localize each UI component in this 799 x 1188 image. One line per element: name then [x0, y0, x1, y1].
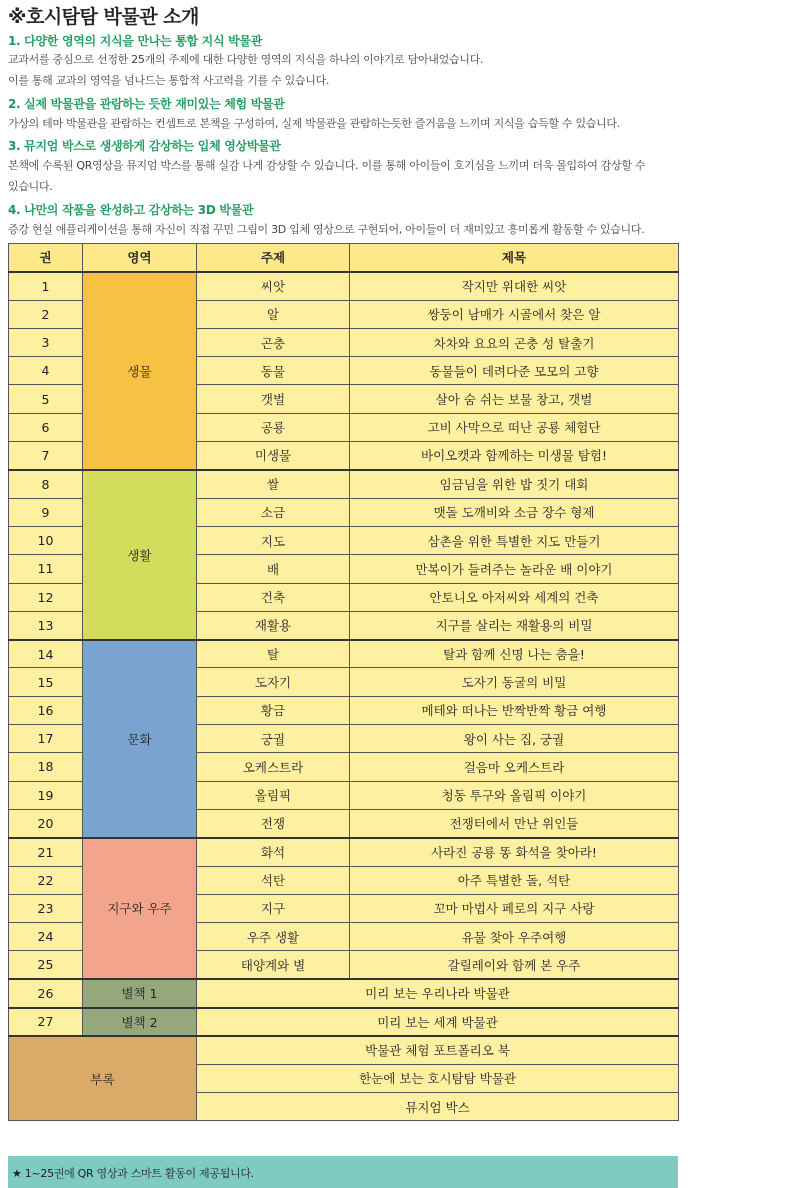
volume-cell: 3	[9, 328, 83, 356]
topic-cell: 알	[197, 300, 350, 328]
volume-cell: 20	[9, 809, 83, 837]
title-cell: 미리 보는 세계 박물관	[197, 1008, 679, 1036]
volume-cell: 25	[9, 951, 83, 979]
section-body-3	[8, 155, 778, 197]
topic-cell: 씨앗	[197, 272, 350, 300]
topic-cell: 재활용	[197, 611, 350, 639]
title-cell: 아주 특별한 돌, 석탄	[350, 866, 679, 894]
volume-cell: 27	[9, 1008, 83, 1036]
title-cell: 살아 숨 쉬는 보물 창고, 갯벌	[350, 385, 679, 413]
title-cell: 미리 보는 우리나라 박물관	[197, 979, 679, 1007]
title-cell: 탈과 함께 신명 나는 춤을!	[350, 640, 679, 668]
title-cell: 맷돌 도깨비와 소금 장수 형제	[350, 498, 679, 526]
volume-cell: 22	[9, 866, 83, 894]
title-cell: 쌍둥이 남매가 시골에서 찾은 알	[350, 300, 679, 328]
topic-cell: 배	[197, 555, 350, 583]
volume-cell: 7	[9, 442, 83, 470]
volume-cell: 21	[9, 838, 83, 866]
title-cell: 유물 찾아 우주여행	[350, 923, 679, 951]
table-row	[9, 1036, 679, 1064]
title-cell: 임금님을 위한 밥 짓기 대회	[350, 470, 679, 498]
table-row	[9, 640, 679, 668]
title-cell: 청동 투구와 올림픽 이야기	[350, 781, 679, 809]
volume-cell: 10	[9, 526, 83, 554]
topic-cell: 화석	[197, 838, 350, 866]
title-cell: 왕이 사는 집, 궁궐	[350, 725, 679, 753]
topic-cell: 오케스트라	[197, 753, 350, 781]
volume-cell: 1	[9, 272, 83, 300]
title-cell: 메테와 떠나는 반짝반짝 황금 여행	[350, 696, 679, 724]
book-list-table	[8, 243, 679, 1121]
title-cell: 작지만 위대한 씨앗	[350, 272, 679, 300]
volume-cell: 18	[9, 753, 83, 781]
section-heading-4: 4. 나만의 작품을 완성하고 감상하는 3D 박물관	[8, 203, 254, 217]
section-heading-1: 1. 다양한 영역의 지식을 만나는 통합 지식 박물관	[8, 34, 263, 48]
header-title: 제목	[350, 244, 679, 272]
section-heading-2: 2. 실제 박물관을 관람하는 듯한 재미있는 체험 박물관	[8, 97, 285, 111]
header-area: 영역	[83, 244, 197, 272]
volume-cell: 6	[9, 413, 83, 441]
area-cell: 별책 1	[83, 979, 197, 1007]
table-header-row	[9, 244, 679, 272]
volume-cell: 5	[9, 385, 83, 413]
title-cell: 전쟁터에서 만난 위인들	[350, 809, 679, 837]
title-cell: 차차와 요요의 곤충 성 탈출기	[350, 328, 679, 356]
title-cell: 바이오캣과 함께하는 미생물 탐험!	[350, 442, 679, 470]
topic-cell: 소금	[197, 498, 350, 526]
section-body-2	[8, 113, 778, 134]
topic-cell: 황금	[197, 696, 350, 724]
area-cell: 생물	[83, 272, 197, 470]
title-cell: 도자기 동굴의 비밀	[350, 668, 679, 696]
volume-cell: 26	[9, 979, 83, 1007]
title-cell: 걸음마 오케스트라	[350, 753, 679, 781]
volume-cell: 19	[9, 781, 83, 809]
appendix-item-cell: 한눈에 보는 호시탐탐 박물관	[197, 1064, 679, 1092]
page-title: ※호시탐탐 박물관 소개	[8, 6, 199, 28]
topic-cell: 올림픽	[197, 781, 350, 809]
topic-cell: 갯벌	[197, 385, 350, 413]
volume-cell: 12	[9, 583, 83, 611]
table-row	[9, 272, 679, 300]
title-cell: 지구를 살리는 재활용의 비밀	[350, 611, 679, 639]
section-line: 본책에 수록된 QR영상을 뮤지엄 박스를 통해 실감 나게 감상할 수 있습니다. 이를 통해 아이들이 호기심을 느끼며 더욱 몰입하여 감상할 수	[8, 159, 646, 172]
volume-cell: 13	[9, 611, 83, 639]
area-cell: 별책 2	[83, 1008, 197, 1036]
volume-cell: 4	[9, 357, 83, 385]
section-line: 교과서를 중심으로 선정한 25개의 주제에 대한 다양한 영역의 지식을 하나의 이야기로 담아내었습니다.	[8, 53, 484, 66]
volume-cell: 8	[9, 470, 83, 498]
appendix-label-cell: 부록	[9, 1036, 197, 1121]
title-cell: 동물들이 데려다준 모모의 고향	[350, 357, 679, 385]
volume-cell: 16	[9, 696, 83, 724]
header-topic: 주제	[197, 244, 350, 272]
table-row	[9, 470, 679, 498]
volume-cell: 14	[9, 640, 83, 668]
volume-cell: 11	[9, 555, 83, 583]
footer-note-bar	[8, 1156, 678, 1188]
area-cell: 문화	[83, 640, 197, 838]
title-cell: 사라진 공룡 똥 화석을 찾아라!	[350, 838, 679, 866]
area-cell: 지구와 우주	[83, 838, 197, 979]
title-cell: 삼촌을 위한 특별한 지도 만들기	[350, 526, 679, 554]
topic-cell: 도자기	[197, 668, 350, 696]
area-cell: 생활	[83, 470, 197, 640]
topic-cell: 미생물	[197, 442, 350, 470]
section-line: 증강 현실 애플리케이션을 통해 자신이 직접 꾸민 그림이 3D 입체 영상으로 구현되어, 아이들이 더 재미있고 흥미롭게 활동할 수 있습니다.	[8, 223, 645, 236]
volume-cell: 2	[9, 300, 83, 328]
topic-cell: 지도	[197, 526, 350, 554]
volume-cell: 15	[9, 668, 83, 696]
topic-cell: 우주 생활	[197, 923, 350, 951]
topic-cell: 동물	[197, 357, 350, 385]
footer-note: ★ 1~25권에 QR 영상과 스마트 활동이 제공됩니다.	[12, 1167, 254, 1180]
section-heading-3: 3. 뮤지엄 박스로 생생하게 감상하는 입체 영상박물관	[8, 139, 281, 153]
volume-cell: 17	[9, 725, 83, 753]
topic-cell: 석탄	[197, 866, 350, 894]
header-volume: 권	[9, 244, 83, 272]
table-row	[9, 1008, 679, 1036]
topic-cell: 공룡	[197, 413, 350, 441]
appendix-item-cell: 박물관 체험 포트폴리오 북	[197, 1036, 679, 1064]
volume-cell: 9	[9, 498, 83, 526]
title-cell: 갈릴레이와 함께 본 우주	[350, 951, 679, 979]
title-cell: 고비 사막으로 떠난 공룡 체험단	[350, 413, 679, 441]
title-cell: 안토니오 아저씨와 세계의 건축	[350, 583, 679, 611]
topic-cell: 곤충	[197, 328, 350, 356]
topic-cell: 태양계와 별	[197, 951, 350, 979]
section-line: 이를 통해 교과의 영역을 넘나드는 통합적 사고력을 기를 수 있습니다.	[8, 74, 330, 87]
topic-cell: 쌀	[197, 470, 350, 498]
table-row	[9, 979, 679, 1007]
topic-cell: 건축	[197, 583, 350, 611]
topic-cell: 궁궐	[197, 725, 350, 753]
table-row	[9, 838, 679, 866]
section-body-4	[8, 219, 778, 240]
section-line: 가상의 테마 박물관을 관람하는 컨셉트로 본책을 구성하여, 실제 박물관을 관람하는듯한 즐거움을 느끼며 지식을 습득할 수 있습니다.	[8, 117, 620, 130]
volume-cell: 24	[9, 923, 83, 951]
volume-cell: 23	[9, 894, 83, 922]
title-cell: 꼬마 마법사 페로의 지구 사랑	[350, 894, 679, 922]
topic-cell: 탈	[197, 640, 350, 668]
title-cell: 만복이가 들려주는 놀라운 배 이야기	[350, 555, 679, 583]
topic-cell: 전쟁	[197, 809, 350, 837]
topic-cell: 지구	[197, 894, 350, 922]
section-body-1	[8, 49, 778, 91]
section-line: 있습니다.	[8, 180, 53, 193]
appendix-item-cell: 뮤지엄 박스	[197, 1092, 679, 1120]
